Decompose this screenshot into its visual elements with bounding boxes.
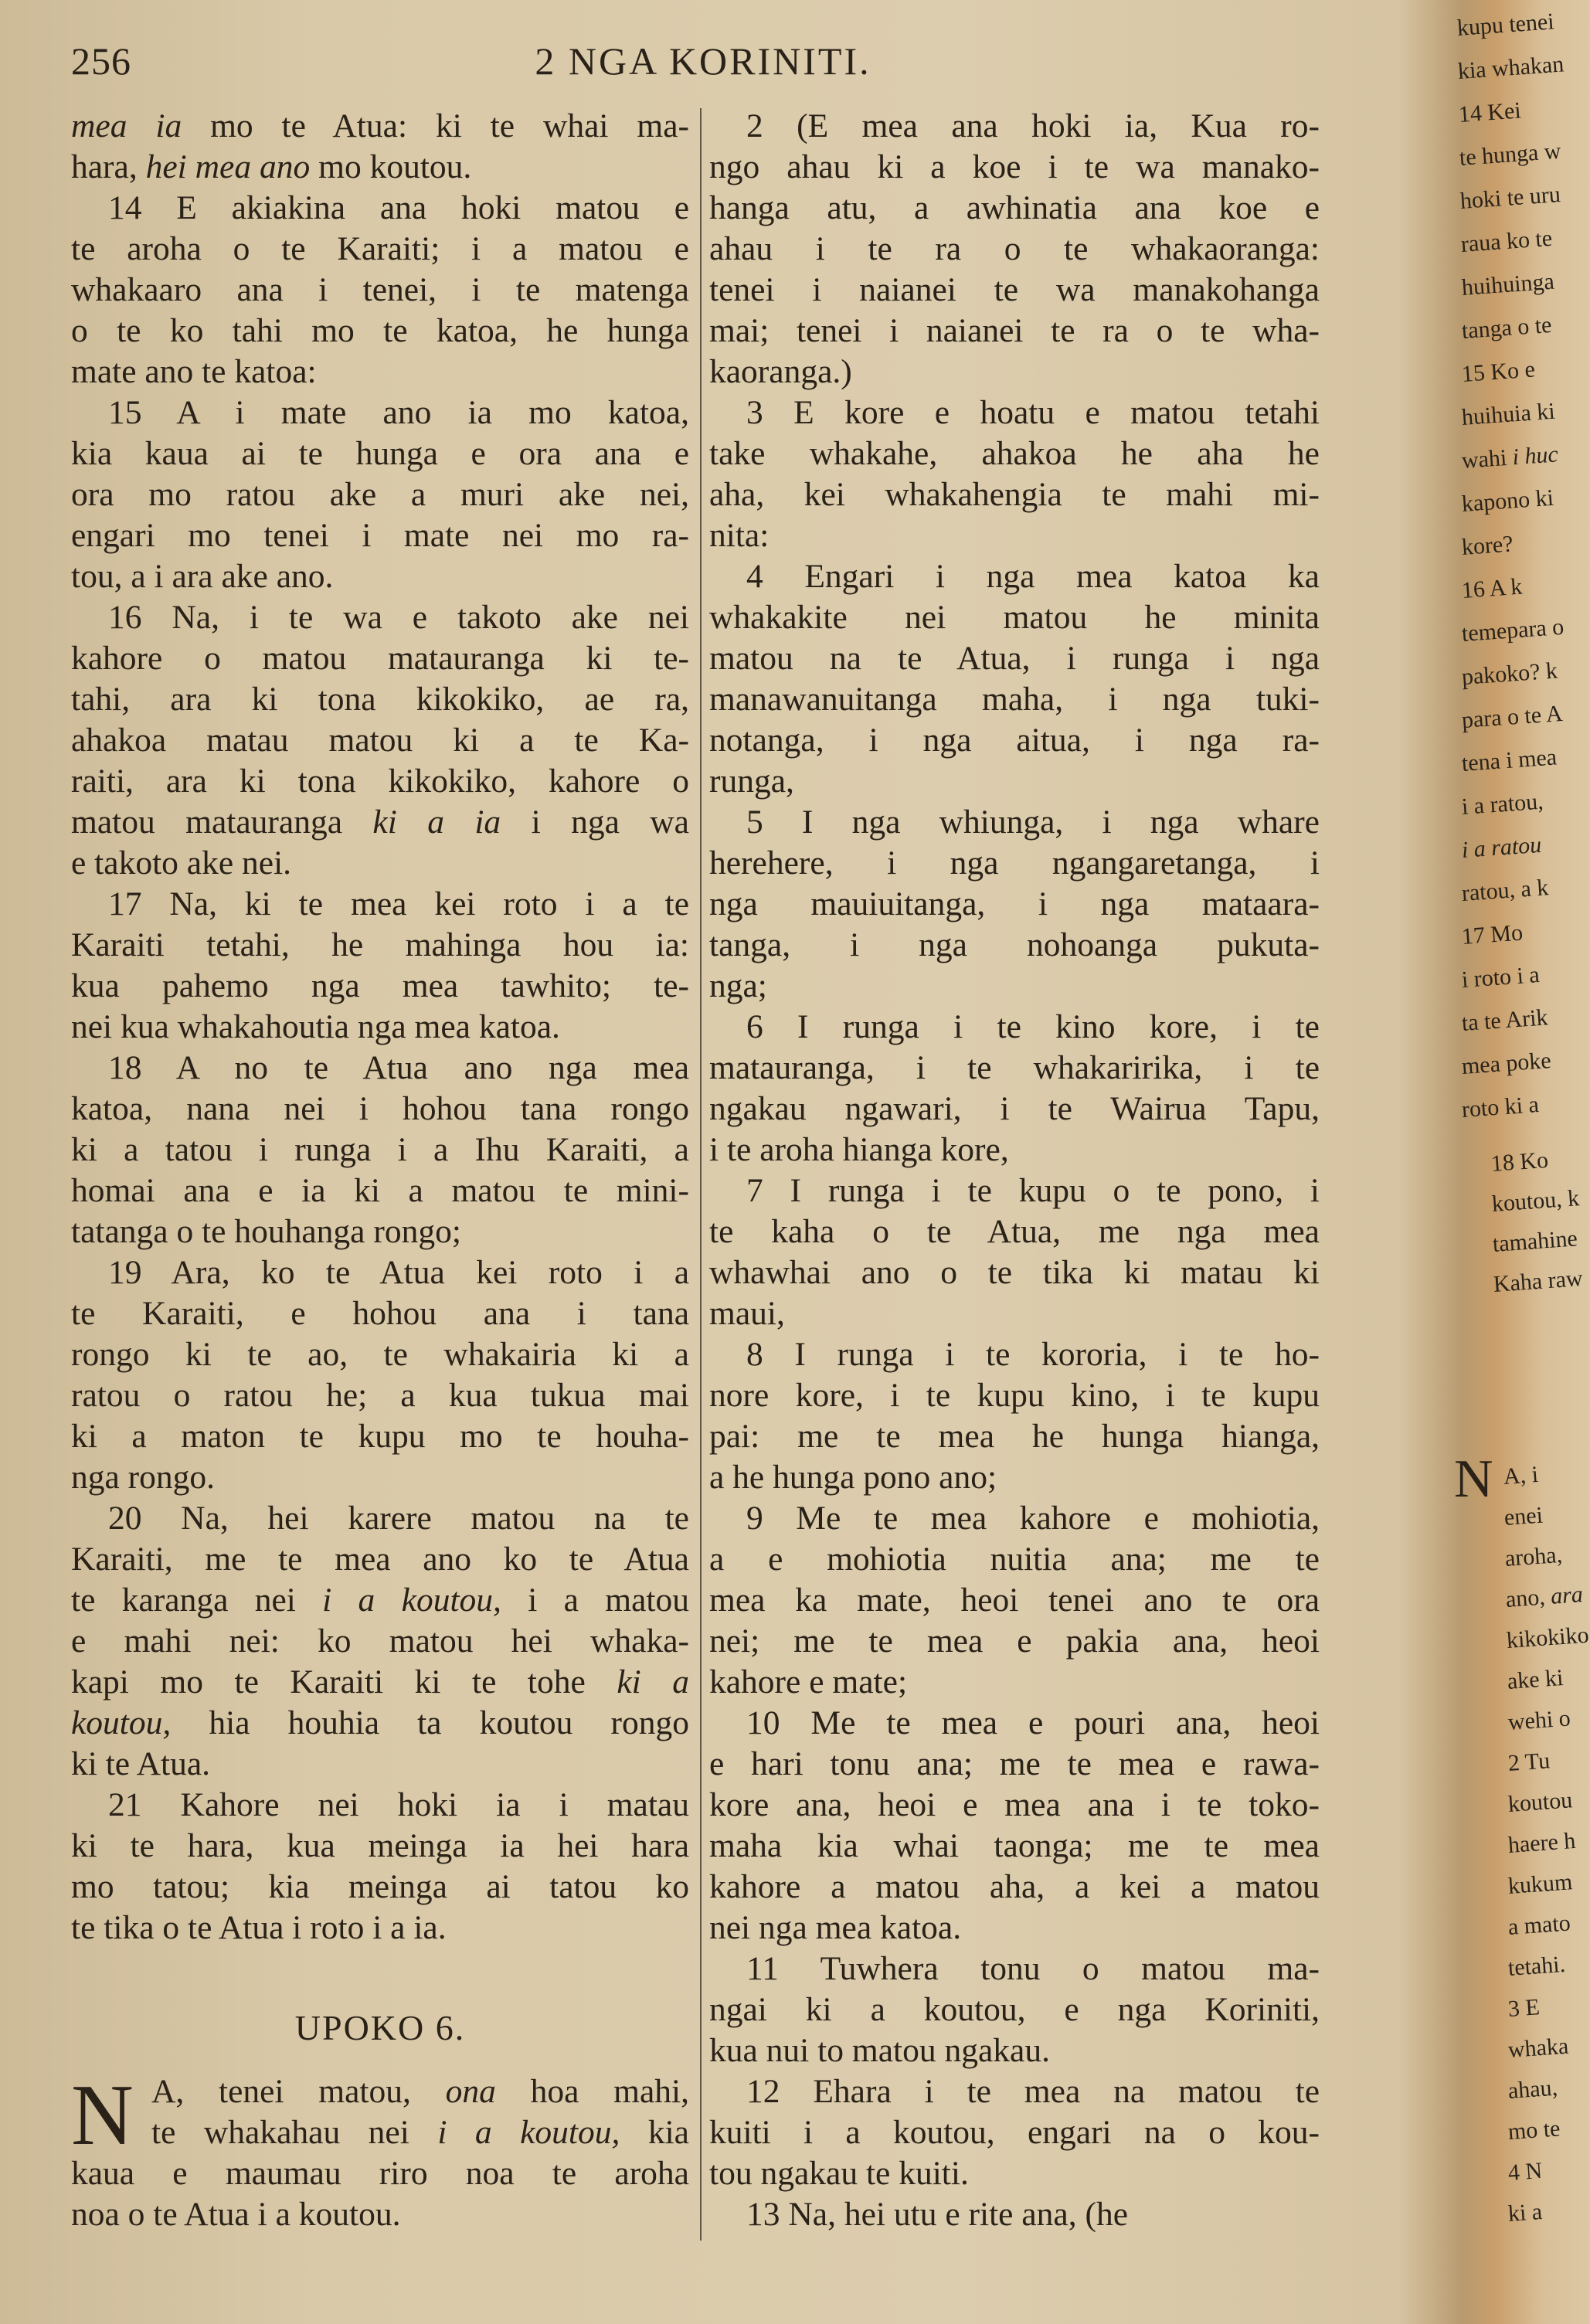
- text-line: a he hunga pono ano;: [709, 1459, 997, 1496]
- text-line: kuiti i a koutou, engari na o kou-: [709, 2114, 1320, 2151]
- italic-text: mea ia: [71, 107, 182, 144]
- italic-text: i a ratou: [1460, 831, 1543, 863]
- facing-page-fragment: kikokiko: [1505, 1622, 1590, 1653]
- facing-page-fragment: ano, ara: [1504, 1582, 1584, 1612]
- text-line: te karanga nei i a koutou, i a matou: [71, 1582, 689, 1619]
- running-title: 2 NGA KORINITI.: [535, 39, 871, 83]
- text-line: a e mohiotia nuitia ana; me te: [709, 1541, 1320, 1578]
- facing-page-fragment: raua ko te: [1459, 225, 1554, 257]
- text-line: Karaiti, me te mea ano ko te Atua: [71, 1541, 689, 1578]
- text-line: take whakahe, ahakoa he aha he: [709, 435, 1320, 472]
- text-line: i te aroha hianga kore,: [709, 1131, 1009, 1168]
- facing-page-fragment: ratou, a k: [1460, 875, 1550, 906]
- text-line: te whakahau nei i a koutou, kia: [151, 2114, 689, 2151]
- facing-page-fragment: koutou: [1507, 1787, 1574, 1817]
- facing-page-fragment: A, i: [1502, 1461, 1540, 1490]
- page-number: 256: [71, 39, 131, 83]
- facing-page-fragment: koutou, k: [1490, 1185, 1581, 1217]
- facing-page-fragment: ake ki: [1506, 1664, 1565, 1694]
- facing-page-fragment: kukum: [1507, 1869, 1574, 1899]
- chapter-heading: UPOKO 6.: [294, 2008, 466, 2047]
- text-line: 4 Engari i nga mea katoa ka: [746, 558, 1320, 595]
- text-line: herehere, i nga ngangaretanga, i: [709, 844, 1320, 882]
- italic-text: i a koutou,: [437, 2114, 620, 2151]
- text-line: te tika o te Atua i roto i a ia.: [71, 1909, 447, 1946]
- text-line: tanga, i nga nohoanga pukuta-: [709, 926, 1320, 963]
- text-line: matou matauranga ki a ia i nga wa: [71, 804, 689, 841]
- text-line: tatanga o te houhanga rongo;: [71, 1213, 461, 1250]
- facing-page-fragment: ta te Arik: [1460, 1004, 1549, 1036]
- italic-text: koutou,: [71, 1704, 172, 1741]
- facing-page-fragment: wehi o: [1507, 1705, 1571, 1735]
- facing-page-fragment: tena i mea: [1460, 744, 1558, 776]
- text-line: e takoto ake nei.: [71, 844, 292, 882]
- text-line: hanga atu, a awhinatia ana koe e: [709, 189, 1320, 226]
- text-line: e mahi nei: ko matou hei whaka-: [71, 1622, 689, 1660]
- facing-page-fragment: 4 N: [1507, 2157, 1544, 2186]
- text-line: nga mauiuitanga, i nga mataara-: [709, 885, 1320, 922]
- text-line: katoa, nana nei i hohou tana rongo: [71, 1090, 689, 1127]
- facing-page-fragment: [1461, 832, 1542, 864]
- facing-page-fragment: kore?: [1460, 531, 1514, 560]
- text-line: ngai ki a koutou, e nga Koriniti,: [709, 1991, 1320, 2028]
- text-line: kaoranga.): [709, 353, 852, 390]
- text-line: tahi, ara ki tona kikokiko, ae ra,: [71, 681, 689, 718]
- text-line: ki te hara, kua meinga ia hei hara: [71, 1827, 689, 1864]
- facing-page-edge: [1452, 0, 1590, 2324]
- facing-page-fragment: temepara o: [1460, 613, 1565, 647]
- text-line: kua pahemo nga mea tawhito; te-: [71, 967, 689, 1004]
- text-line: te kaha o te Atua, me nga mea: [709, 1213, 1320, 1250]
- text-line: ahakoa matau matou ki a te Ka-: [71, 722, 689, 759]
- facing-page-fragment: para o te A: [1460, 700, 1564, 733]
- facing-page-fragment: i a ratou,: [1460, 788, 1544, 820]
- facing-page-fragment: huihuinga: [1460, 268, 1555, 301]
- text-line: 2 (E mea ana hoki ia, Kua ro-: [746, 107, 1320, 144]
- text-line: notanga, i nga aitua, i nga ra-: [709, 722, 1320, 759]
- text-line: nei; me te mea e pakia ana, heoi: [709, 1622, 1320, 1660]
- text-line: matauranga, i te whakaririka, i te: [709, 1049, 1320, 1086]
- text-line: nei kua whakahoutia nga mea katoa.: [71, 1008, 560, 1045]
- text-line: mate ano te katoa:: [71, 353, 317, 390]
- text-line: kore ana, heoi e mea ana i te toko-: [709, 1786, 1320, 1823]
- facing-page-fragment: hoki te uru: [1459, 181, 1561, 214]
- text-line: kahore e mate;: [709, 1663, 908, 1701]
- italic-text: i huc: [1511, 441, 1559, 471]
- facing-page-fragment: tetahi.: [1507, 1951, 1567, 1981]
- italic-text: hei mea ano: [145, 148, 311, 185]
- text-line: 11 Tuwhera tonu o matou ma-: [746, 1950, 1320, 1987]
- text-line: mea ka mate, heoi tenei ano te ora: [709, 1582, 1320, 1619]
- facing-page-fragment: aroha,: [1503, 1541, 1564, 1571]
- text-line: whakaaro ana i tenei, i te matenga: [71, 271, 689, 308]
- facing-page-fragment: i roto i a: [1460, 962, 1541, 993]
- facing-page-fragment: te hunga w: [1458, 138, 1562, 171]
- text-line: noa o te Atua i a koutou.: [71, 2196, 401, 2233]
- text-line: ki a maton te kupu mo te houha-: [71, 1418, 689, 1455]
- facing-page-fragment: pakoko? k: [1460, 657, 1558, 690]
- facing-page-fragment: enei: [1503, 1502, 1544, 1531]
- text-line: kaua e maumau riro noa te aroha: [71, 2155, 689, 2192]
- text-line: mea ia mo te Atua: ki te whai ma-: [71, 107, 690, 144]
- italic-text: ki a: [617, 1663, 689, 1701]
- text-line: te aroha o te Karaiti; i a matou e: [71, 230, 689, 267]
- facing-page-fragment: roto ki a: [1460, 1092, 1540, 1123]
- text-line: ahau i te ra o te whakaoranga:: [709, 230, 1320, 267]
- text-line: 3 E kore e hoatu e matou tetahi: [746, 394, 1320, 431]
- text-line: ki te Atua.: [71, 1745, 211, 1782]
- facing-page-fragment: mo te: [1507, 2115, 1561, 2145]
- facing-page-fragment: 14 Kei: [1457, 97, 1522, 127]
- text-line: ki a tatou i runga i a Ihu Karaiti, a: [71, 1131, 689, 1168]
- facing-page-fragment: mea poke: [1460, 1047, 1552, 1079]
- text-line: matou na te Atua, i runga i nga: [709, 640, 1320, 677]
- text-line: 14 E akiakina ana hoki matou e: [108, 189, 689, 226]
- text-line: e hari tonu ana; me te mea e rawa-: [709, 1745, 1320, 1782]
- text-line: kua nui to matou ngakau.: [709, 2032, 1050, 2069]
- text-line: kahore a matou aha, a kei a matou: [709, 1868, 1320, 1905]
- text-line: whawhai ano o te tika ki matau ki: [709, 1254, 1320, 1291]
- drop-cap: N: [71, 2067, 134, 2163]
- text-line: 19 Ara, ko te Atua kei roto i a: [108, 1254, 689, 1291]
- text-line: maui,: [709, 1295, 785, 1332]
- facing-page-fragment: kapono ki: [1460, 484, 1554, 517]
- facing-page-fragment: haere h: [1507, 1827, 1577, 1858]
- text-line: nita:: [709, 517, 770, 554]
- facing-page-fragment: huihuia ki: [1460, 398, 1556, 430]
- text-line: maha kia whai taonga; me te mea: [709, 1827, 1320, 1864]
- text-line: nei nga mea katoa.: [709, 1909, 962, 1946]
- text-line: mo tatou; kia meinga ai tatou ko: [71, 1868, 689, 1905]
- column-divider: [700, 108, 702, 2241]
- text-line: raiti, ara ki tona kikokiko, kahore o: [71, 763, 689, 800]
- text-line: homai ana e ia ki a matou te mini-: [71, 1172, 689, 1209]
- text-line: 15 A i mate ano ia mo katoa,: [108, 394, 689, 431]
- text-line: nga rongo.: [71, 1459, 216, 1496]
- text-line: 16 Na, i te wa e takoto ake nei: [108, 599, 689, 636]
- text-line: ratou o ratou he; a kua tukua mai: [71, 1377, 689, 1414]
- text-line: manawanuitanga maha, i nga tuki-: [709, 681, 1320, 718]
- text-line: engari mo tenei i mate nei mo ra-: [71, 517, 689, 554]
- text-line: 20 Na, hei karere matou na te: [108, 1500, 689, 1537]
- facing-page-fragment: 16 A k: [1460, 573, 1524, 603]
- facing-page-fragment: tamahine: [1491, 1225, 1578, 1257]
- facing-page-fragment: 18 Ko: [1490, 1147, 1550, 1177]
- facing-page-fragment: 3 E: [1507, 1994, 1541, 2022]
- text-line: ngo ahau ki a koe i te wa manako-: [709, 148, 1320, 185]
- italic-text: ki a ia: [372, 804, 501, 841]
- italic-text: ara: [1550, 1582, 1584, 1609]
- text-line: kia kaua ai te hunga e ora ana e: [71, 435, 689, 472]
- text-line: 7 I runga i te kupu o te pono, i: [746, 1172, 1320, 1209]
- text-line: tou, a i ara ake ano.: [71, 558, 334, 595]
- text-line: 10 Me te mea e pouri ana, heoi: [746, 1704, 1320, 1741]
- facing-page-fragment: tanga o te: [1460, 311, 1553, 344]
- text-line: 6 I runga i te kino kore, i te: [746, 1008, 1320, 1045]
- text-line: pai: me te mea he hunga hianga,: [709, 1418, 1320, 1455]
- facing-page-fragment: whaka: [1507, 2033, 1570, 2063]
- italic-text: i a koutou,: [322, 1582, 501, 1619]
- text-line: runga,: [709, 763, 794, 800]
- text-line: A, tenei matou, ona hoa mahi,: [151, 2073, 689, 2110]
- facing-drop-cap: N: [1454, 1449, 1493, 1509]
- text-line: 17 Na, ki te mea kei roto i a te: [108, 885, 689, 922]
- facing-page-fragment: kia whakan: [1456, 51, 1565, 84]
- text-line: whakakite nei matou he minita: [709, 599, 1320, 636]
- facing-page-fragment: wahi i huc: [1460, 441, 1559, 474]
- text-line: tenei i naianei te wa manakohanga: [709, 271, 1320, 308]
- text-line: ngakau ngawari, i te Wairua Tapu,: [709, 1090, 1320, 1127]
- text-line: 9 Me te mea kahore e mohiotia,: [746, 1500, 1320, 1537]
- text-line: 12 Ehara i te mea na matou te: [746, 2073, 1320, 2110]
- italic-text: ona: [445, 2073, 496, 2110]
- facing-page-fragment: 15 Ko e: [1460, 356, 1536, 387]
- text-line: Karaiti tetahi, he mahinga hou ia:: [71, 926, 689, 963]
- text-line: tou ngakau te kuiti.: [709, 2155, 969, 2192]
- facing-page-fragment: 17 Mo: [1460, 919, 1524, 950]
- facing-page-fragment: ki a: [1507, 2198, 1544, 2227]
- facing-page-fragment: a mato: [1507, 1910, 1571, 1940]
- text-line: nga;: [709, 967, 767, 1004]
- text-line: kahore o matou matauranga ki te-: [71, 640, 689, 677]
- text-line: o te ko tahi mo te katoa, he hunga: [71, 312, 689, 349]
- text-line: mai; tenei i naianei te ra o te wha-: [709, 312, 1320, 349]
- text-line: kapi mo te Karaiti ki te tohe ki a: [71, 1663, 689, 1701]
- facing-page-fragment: Kaha raw: [1492, 1265, 1584, 1297]
- text-line: rongo ki te ao, te whakairia ki a: [71, 1336, 689, 1373]
- text-line: ora mo ratou ake a muri ake nei,: [71, 476, 689, 513]
- text-line: 13 Na, hei utu e rite ana, (he: [746, 2196, 1129, 2233]
- text-line: hara, hei mea ano mo koutou.: [71, 148, 472, 185]
- text-line: nore kore, i te kupu kino, i te kupu: [709, 1377, 1320, 1414]
- facing-page-fragment: 2 Tu: [1507, 1748, 1551, 1776]
- text-line: aha, kei whakahengia te mahi mi-: [709, 476, 1320, 513]
- facing-page-fragment: ahau,: [1507, 2074, 1559, 2104]
- text-line: 5 I nga whiunga, i nga whare: [746, 804, 1320, 841]
- facing-page-fragment: kupu tenei: [1456, 8, 1555, 41]
- text-line: 21 Kahore nei hoki ia i matau: [108, 1786, 689, 1823]
- text-line: 18 A no te Atua ano nga mea: [108, 1049, 689, 1086]
- text-line: 8 I runga i te kororia, i te ho-: [746, 1336, 1320, 1373]
- text-line: te Karaiti, e hohou ana i tana: [71, 1295, 689, 1332]
- text-line: koutou, hia houhia ta koutou rongo: [71, 1704, 689, 1741]
